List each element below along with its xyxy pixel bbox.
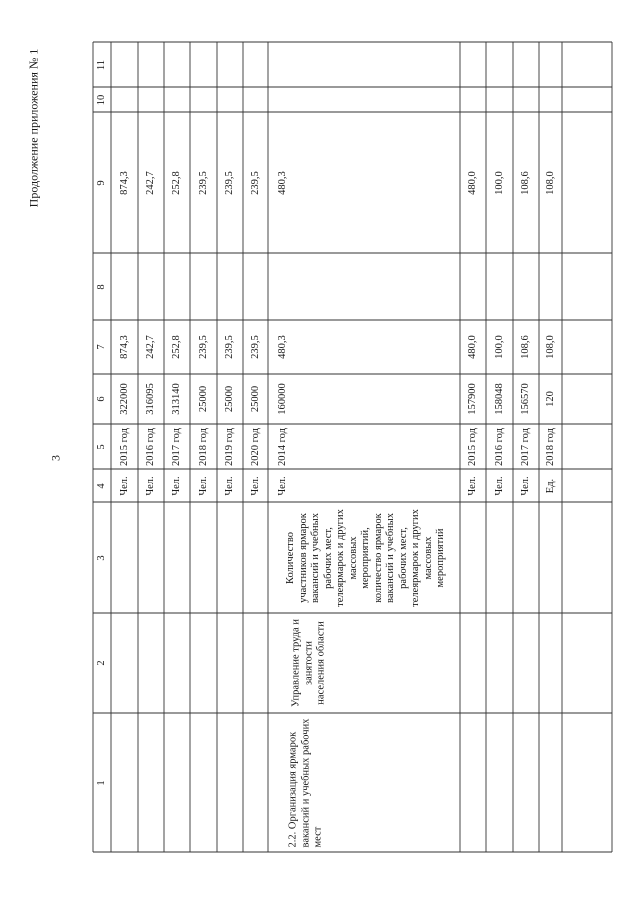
row-11-col-6-text: 120 [544, 391, 556, 407]
row-10-col-9-text: 108,6 [519, 170, 531, 195]
row-1-col-7-text: 874,3 [118, 335, 130, 359]
row-1-col-9-text: 874,3 [118, 170, 130, 195]
row-11-col-9-text: 108,0 [544, 170, 556, 195]
row-7-col-7 [268, 320, 297, 374]
row-9-col-9-text: 100,0 [493, 170, 505, 195]
column-header-3 [93, 502, 111, 613]
row-11-col-5 [539, 424, 562, 469]
column-header-1 [93, 713, 111, 852]
row-2-col-6 [138, 374, 164, 424]
row-1-col-7 [111, 320, 138, 374]
page-number: 3 [48, 455, 63, 461]
row-11-col-7-text: 108,0 [544, 335, 556, 359]
row-11-col-4-text: Ед. [544, 478, 556, 493]
row-6-col-7-text: 239,5 [249, 335, 261, 359]
row-6-col-9 [243, 112, 268, 253]
row-8-col-9-text: 480,0 [466, 170, 478, 195]
row-3-col-7-text: 252,8 [170, 335, 182, 359]
row-3-col-9 [164, 112, 190, 253]
row-1-col-4 [111, 469, 138, 502]
section-executor [272, 613, 345, 713]
row-10-col-5 [513, 424, 539, 469]
row-8-col-4-text: Чел. [466, 475, 478, 496]
column-header-9-text: 9 [95, 179, 107, 186]
column-header-7 [93, 320, 111, 374]
column-header-5-text: 5 [95, 443, 107, 450]
row-11-col-7 [539, 320, 562, 374]
row-10-col-6 [513, 374, 539, 424]
row-11-col-4 [539, 469, 562, 502]
section-name [272, 713, 340, 852]
column-header-3-text: 3 [95, 554, 107, 561]
column-header-10-text: 10 [95, 94, 107, 105]
row-10-col-7 [513, 320, 539, 374]
row-5-col-5 [217, 424, 243, 469]
row-8-col-5-text: 2015 год [466, 427, 478, 466]
row-8-col-7 [460, 320, 486, 374]
row-9-col-9 [486, 112, 513, 253]
row-1-col-9 [111, 112, 138, 253]
row-10-col-9 [513, 112, 539, 253]
row-9-col-7 [486, 320, 513, 374]
row-5-col-4-text: Чел. [223, 475, 235, 496]
row-8-col-6 [460, 374, 486, 424]
row-2-col-5 [138, 424, 164, 469]
row-7-col-9 [268, 112, 297, 253]
row-4-col-5 [190, 424, 217, 469]
row-9-col-4 [486, 469, 513, 502]
row-9-col-7-text: 100,0 [493, 335, 505, 359]
row-10-col-6-text: 156570 [519, 383, 531, 415]
column-header-10 [93, 87, 111, 112]
row-1-col-5 [111, 424, 138, 469]
row-6-col-6 [243, 374, 268, 424]
row-5-col-6 [217, 374, 243, 424]
row-2-col-5-text: 2016 год [144, 427, 156, 466]
row-5-col-6-text: 25000 [223, 385, 235, 413]
column-header-6 [93, 374, 111, 424]
row-10-col-5-text: 2017 год [519, 427, 531, 466]
row-9-col-5-text: 2016 год [493, 427, 505, 466]
row-8-col-4 [460, 469, 486, 502]
row-5-col-9 [217, 112, 243, 253]
row-6-col-5-text: 2020 год [249, 427, 261, 466]
row-2-col-4-text: Чел. [144, 475, 156, 496]
column-header-7-text: 7 [95, 344, 107, 350]
row-7-col-6 [268, 374, 297, 424]
column-header-4-text: 4 [95, 482, 107, 489]
row-6-col-4 [243, 469, 268, 502]
row-10-col-4-text: Чел. [519, 475, 531, 496]
row-4-col-9-text: 239,5 [197, 170, 209, 195]
row-2-col-9 [138, 112, 164, 253]
row-6-col-9-text: 239,5 [249, 170, 261, 195]
row-4-col-7-text: 239,5 [197, 335, 209, 359]
column-header-8 [93, 253, 111, 320]
row-2-col-9-text: 242,7 [144, 170, 156, 195]
row-3-col-4 [164, 469, 190, 502]
page-heading: Продолжение приложения № 1 [26, 48, 41, 208]
row-2-col-4 [138, 469, 164, 502]
row-1-col-6 [111, 374, 138, 424]
row-3-col-7 [164, 320, 190, 374]
row-5-col-5-text: 2019 год [223, 427, 235, 466]
row-8-col-7-text: 480,0 [466, 335, 478, 359]
row-6-col-6-text: 25000 [249, 385, 261, 413]
column-header-5 [93, 424, 111, 469]
row-7-col-6-text: 160000 [276, 383, 288, 415]
row-2-col-6-text: 316095 [144, 383, 156, 415]
row-3-col-5-text: 2017 год [170, 427, 182, 466]
row-10-col-4 [513, 469, 539, 502]
row-5-col-7-text: 239,5 [223, 335, 235, 359]
column-header-4 [93, 469, 111, 502]
row-4-col-5-text: 2018 год [197, 427, 209, 466]
row-10-col-7-text: 108,6 [519, 335, 531, 359]
row-4-col-4-text: Чел. [197, 475, 209, 496]
section-name-text: 2.2. Организация ярмарок вакансий и учебных рабочих мест [287, 718, 324, 847]
column-header-8-text: 8 [95, 283, 107, 290]
section-executor-text: Управление труда и занятости населения области [289, 619, 326, 707]
column-header-1-text: 1 [95, 779, 107, 786]
row-6-col-4-text: Чел. [249, 475, 261, 496]
row-4-col-6-text: 25000 [197, 385, 209, 413]
column-header-6-text: 6 [95, 396, 107, 402]
row-7-col-5 [268, 424, 297, 469]
row-11-col-9 [539, 112, 562, 253]
row-3-col-9-text: 252,8 [170, 170, 182, 195]
section-indicator [272, 502, 460, 613]
row-7-col-4-text: Чел. [276, 475, 288, 496]
row-4-col-9 [190, 112, 217, 253]
row-4-col-6 [190, 374, 217, 424]
row-5-col-9-text: 239,5 [223, 170, 235, 195]
row-11-col-6 [539, 374, 562, 424]
row-1-col-4-text: Чел. [118, 475, 130, 496]
column-header-11 [93, 42, 111, 87]
column-header-9 [93, 112, 111, 253]
column-header-2-text: 2 [95, 660, 107, 666]
row-3-col-5 [164, 424, 190, 469]
row-8-col-6-text: 157900 [466, 383, 478, 415]
row-4-col-7 [190, 320, 217, 374]
row-5-col-4 [217, 469, 243, 502]
row-8-col-5 [460, 424, 486, 469]
row-1-col-6-text: 322000 [118, 383, 130, 415]
row-1-col-5-text: 2015 год [118, 427, 130, 466]
row-7-col-5-text: 2014 год [276, 427, 288, 466]
row-6-col-5 [243, 424, 268, 469]
row-7-col-7-text: 480,3 [276, 335, 288, 359]
row-2-col-7-text: 242,7 [144, 335, 156, 359]
row-7-col-9-text: 480,3 [276, 170, 288, 195]
row-3-col-6-text: 313140 [170, 383, 182, 415]
column-header-11-text: 11 [95, 59, 107, 70]
row-8-col-9 [460, 112, 486, 253]
section-indicator-text: Количество участников ярмарок вакансий и учебных рабочих мест, телеярмарок и других массовых мероприятий, количество ярмарок вакансий и учебных рабочих мест, телеярмарок и других массовых мероприятий [284, 508, 446, 607]
row-3-col-6 [164, 374, 190, 424]
column-header-2 [93, 613, 111, 713]
row-2-col-7 [138, 320, 164, 374]
row-4-col-4 [190, 469, 217, 502]
row-9-col-6 [486, 374, 513, 424]
row-11-col-5-text: 2018 год [544, 427, 556, 466]
row-9-col-6-text: 158048 [493, 383, 505, 415]
row-6-col-7 [243, 320, 268, 374]
row-9-col-4-text: Чел. [493, 475, 505, 496]
row-9-col-5 [486, 424, 513, 469]
row-3-col-4-text: Чел. [170, 475, 182, 496]
row-7-col-4 [268, 469, 297, 502]
row-5-col-7 [217, 320, 243, 374]
